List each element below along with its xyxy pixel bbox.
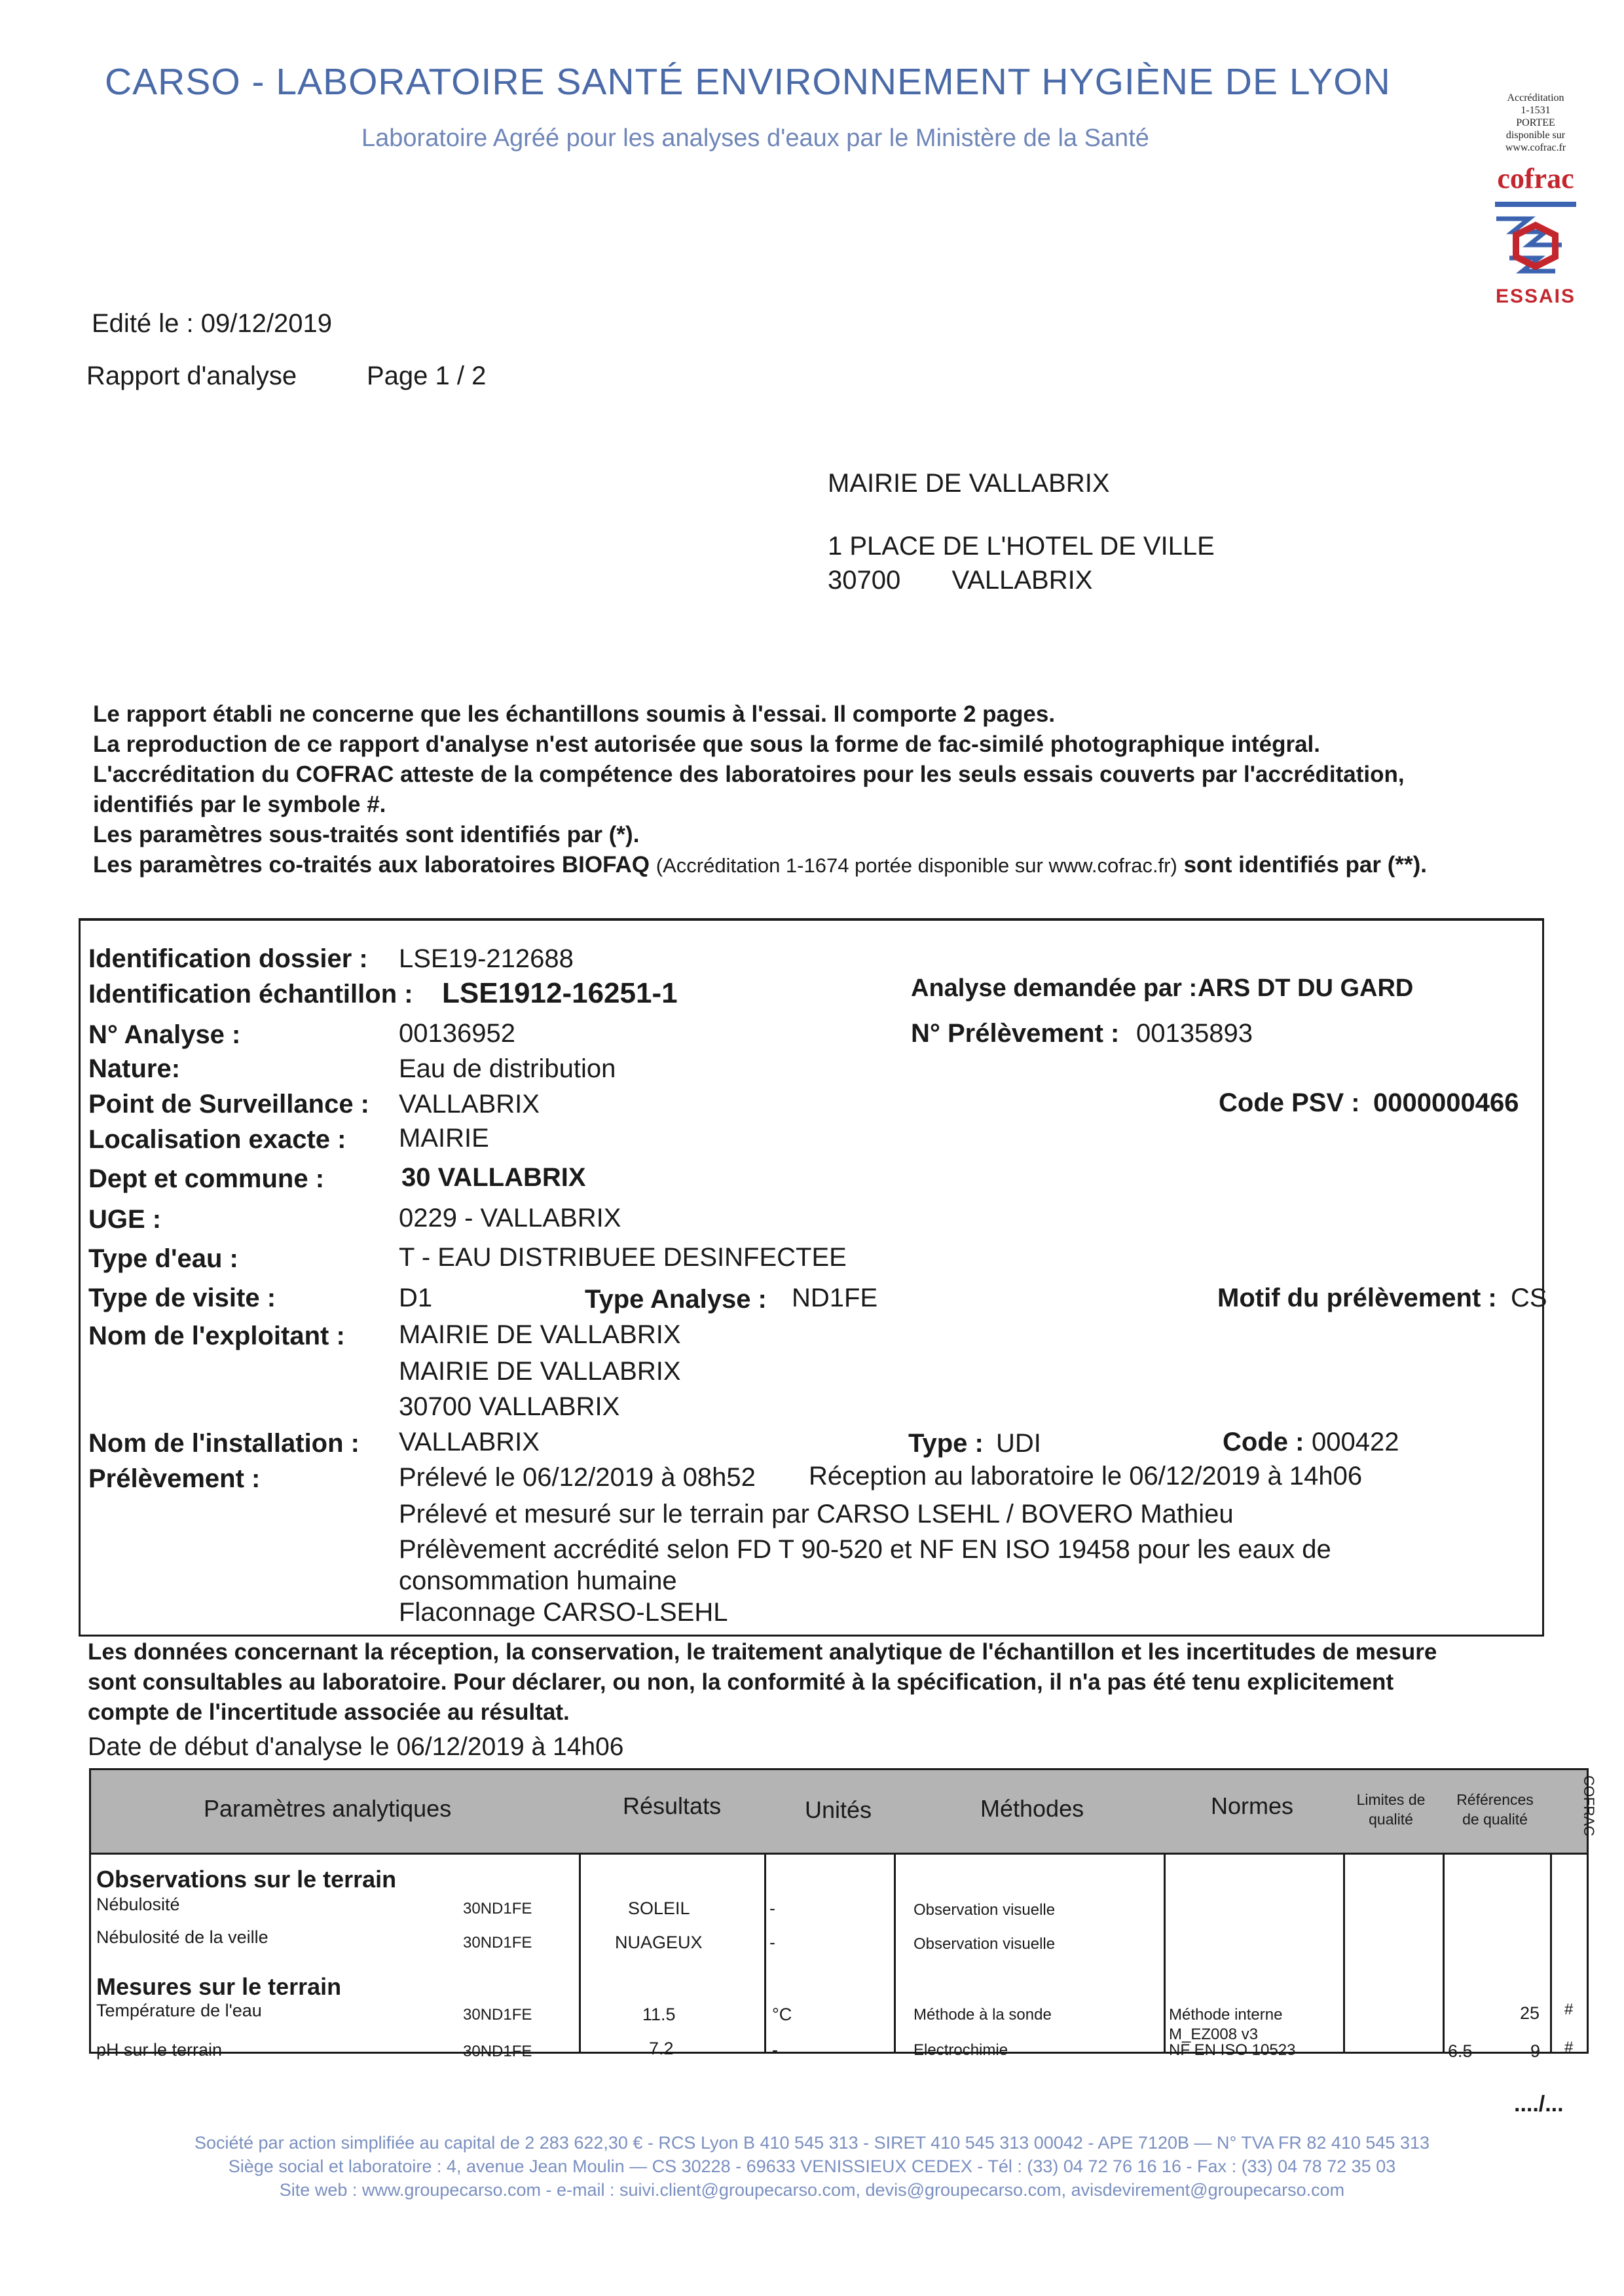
localisation-value: MAIRIE (399, 1124, 489, 1153)
table-header (91, 1770, 1597, 1855)
exploitant-line-1: MAIRIE DE VALLABRIX (399, 1320, 681, 1349)
type-analyse-label: Type Analyse : (585, 1285, 767, 1314)
row-code: 30ND1FE (463, 2043, 532, 2060)
prelevement-operator: Prélevé et mesuré sur le terrain par CARSO LSEHL / BOVERO Mathieu (399, 1500, 1234, 1528)
col-unites: Unités (805, 1796, 872, 1823)
sample-information-box (79, 918, 1547, 1637)
row-result: 7.2 (649, 2039, 674, 2058)
prelevement-no-label: N° Prélèvement : (911, 1019, 1120, 1048)
demande-value: ARS DT DU GARD (1198, 974, 1414, 1002)
recipient-address (828, 466, 1215, 597)
recipient-street: 1 PLACE DE L'HOTEL DE VILLE (828, 532, 1215, 561)
row-result: 11.5 (642, 2005, 676, 2024)
col-methodes: Méthodes (980, 1795, 1084, 1822)
point-surveillance-label: Point de Surveillance : (88, 1090, 370, 1119)
row-code: 30ND1FE (463, 1934, 532, 1952)
group-title-observations: Observations sur le terrain (96, 1866, 397, 1893)
demande-label: Analyse demandée par : (911, 974, 1198, 1002)
row-method: Méthode à la sonde (913, 2006, 1052, 2024)
type-analyse-value: ND1FE (792, 1284, 878, 1312)
results-table (89, 1768, 1597, 2061)
row-param: pH sur le terrain (96, 2040, 223, 2060)
localisation-label: Localisation exacte : (88, 1125, 346, 1154)
lab-subtitle: Laboratoire Agréé pour les analyses d'eaux par le Ministère de la Santé (361, 124, 1149, 152)
row-result: SOLEIL (628, 1898, 690, 1918)
row-limit: 6.5 (1448, 2041, 1473, 2061)
row-method: Observation visuelle (913, 1935, 1056, 1953)
page-number: Page 1 / 2 (367, 361, 487, 390)
analyse-no-label: N° Analyse : (88, 1020, 241, 1049)
motif-label: Motif du prélèvement : (1217, 1284, 1497, 1312)
nature-label: Nature: (88, 1054, 181, 1083)
type-eau-label: Type d'eau : (88, 1244, 238, 1273)
prelevement-no-value: 00135893 (1136, 1019, 1253, 1048)
installation-value: VALLABRIX (399, 1428, 540, 1456)
code-psv-value: 0000000466 (1373, 1088, 1519, 1117)
cofrac-symbol-icon (1490, 199, 1581, 284)
row-ref: 9 (1530, 2041, 1541, 2061)
row-norm-line-2: M_EZ008 v3 (1169, 2026, 1259, 2043)
row-cofrac-mark: # (1564, 2039, 1574, 2056)
continuation-mark: ..../... (1514, 2092, 1564, 2117)
cofrac-accreditation-block (1486, 92, 1585, 308)
col-resultats: Résultats (623, 1792, 722, 1819)
code-value: 000422 (1312, 1428, 1399, 1456)
col-parametres: Paramètres analytiques (204, 1795, 452, 1822)
cofrac-essais-label: ESSAIS (1495, 286, 1576, 307)
row-param: Nébulosité de la veille (96, 1927, 268, 1947)
uge-label: UGE : (88, 1205, 162, 1234)
exploitant-line-3: 30700 VALLABRIX (399, 1392, 620, 1421)
dossier-label: Identification dossier : (88, 944, 368, 973)
nature-value: Eau de distribution (399, 1054, 616, 1083)
installation-label: Nom de l'installation : (88, 1429, 360, 1458)
type-value: UDI (996, 1429, 1041, 1458)
prelevement-accreditation: Prélèvement accrédité selon FD T 90-520 et NF EN ISO 19458 pour les eaux de (399, 1535, 1331, 1564)
point-surveillance-value: VALLABRIX (399, 1090, 540, 1119)
type-eau-value: T - EAU DISTRIBUEE DESINFECTEE (399, 1243, 847, 1272)
row-ref: 25 (1520, 2003, 1540, 2023)
flaconnage: Flaconnage CARSO-LSEHL (399, 1598, 728, 1627)
accreditation-text: Accréditation 1-1531 PORTEE disponible sur www.cofrac.fr (1505, 92, 1566, 153)
group-title-mesures: Mesures sur le terrain (96, 1973, 342, 2000)
row-param: Nébulosité (96, 1895, 180, 1914)
code-psv-label: Code PSV : (1219, 1088, 1360, 1117)
row-result: NUAGEUX (615, 1933, 703, 1952)
recipient-name: MAIRIE DE VALLABRIX (828, 469, 1110, 498)
recipient-city: VALLABRIX (951, 566, 1093, 595)
row-unit: °C (772, 2005, 792, 2024)
type-visite-label: Type de visite : (88, 1284, 276, 1312)
echantillon-value: LSE1912-16251-1 (442, 977, 678, 1009)
row-unit: - (769, 1898, 775, 1918)
type-visite-value: D1 (399, 1284, 433, 1312)
analyse-no-value: 00136952 (399, 1019, 515, 1048)
dept-commune-label: Dept et commune : (88, 1164, 325, 1193)
row-param: Température de l'eau (96, 2001, 262, 2020)
row-method: Observation visuelle (913, 1901, 1056, 1919)
motif-value: CS (1511, 1284, 1547, 1312)
edit-date: Edité le : 09/12/2019 (92, 309, 332, 338)
prelevement-date: Prélevé le 06/12/2019 à 08h52 (399, 1463, 756, 1492)
row-code: 30ND1FE (463, 1900, 532, 1917)
col-references: Références de qualité (1456, 1791, 1534, 1828)
row-unit: - (769, 1933, 775, 1952)
code-label: Code : (1223, 1428, 1304, 1456)
row-norm: NF EN ISO 10523 (1169, 2041, 1296, 2059)
uncertainty-statement: Les données concernant la réception, la conservation, le traitement analytique de l'échantillon et les incertitudes de mesure sont consultables au laboratoire. Pour déclarer, ou non, la conformité à la spécification, il n'a pas été tenu explicitement compte de l'incertitude associée au résultat. (88, 1639, 1437, 1725)
lab-title: CARSO - LABORATOIRE SANTÉ ENVIRONNEMENT HYGIÈNE DE LYON (105, 61, 1391, 103)
row-method: Electrochimie (913, 2041, 1008, 2059)
exploitant-label: Nom de l'exploitant : (88, 1322, 345, 1350)
row-norm: Méthode interne (1169, 2006, 1283, 2024)
company-footer: Société par action simplifiée au capital de 2 283 622,30 € - RCS Lyon B 410 545 313 - SIRET 410 545 313 00042 - APE 7120B — N° TVA FR 82 410 545 313 Siège social et laboratoire : 4, avenue Jean Moulin — CS 30228 - 69633 VENISSIEUX CEDEX - Tél : (33) 04 72 76 16 16 - Fax : (33) 04 78 72 35 03 Site web : www.groupecarso.com - e-mail : suivi.client@groupecarso.com, devis@groupecarso.com, avisdevirement@groupecarso.com (194, 2133, 1430, 2200)
type-label: Type : (908, 1429, 984, 1458)
exploitant-line-2: MAIRIE DE VALLABRIX (399, 1357, 681, 1386)
col-normes: Normes (1211, 1792, 1294, 1819)
echantillon-label: Identification échantillon : (88, 980, 413, 1009)
cofrac-logo: cofrac (1497, 162, 1574, 194)
uge-value: 0229 - VALLABRIX (399, 1204, 621, 1232)
analysis-start-date: Date de début d'analyse le 06/12/2019 à 14h06 (88, 1733, 624, 1761)
dept-commune-value: 30 VALLABRIX (401, 1163, 586, 1192)
row-code: 30ND1FE (463, 2006, 532, 2024)
row-unit: - (772, 2040, 778, 2060)
dossier-value: LSE19-212688 (399, 944, 574, 973)
col-limites: Limites de qualité (1356, 1791, 1426, 1828)
reception-date: Réception au laboratoire le 06/12/2019 à 14h06 (809, 1462, 1363, 1491)
prelevement-label: Prélèvement : (88, 1464, 261, 1493)
report-notes: Le rapport établi ne concerne que les échantillons soumis à l'essai. Il comporte 2 pages. La reproduction de ce rapport d'analyse n'est autorisée que sous la forme de fac-similé photographique intégral. L'accréditation du COFRAC atteste de la compétence des laboratoires pour les seuls essais couverts par l'accréditation, identifiés par le symbole #. Les paramètres sous-traités sont identifiés par (*). Les paramètres co-traités aux laboratoires BIOFAQ (Accréditation 1-1674 portée disponible sur www.cofrac.fr) sont identifiés par (**). (93, 701, 1427, 878)
prelevement-accreditation-cont: consommation humaine (399, 1566, 677, 1595)
recipient-postcode: 30700 (828, 566, 901, 595)
col-cofrac: COFRAC (1581, 1775, 1597, 1836)
report-type-label: Rapport d'analyse (86, 361, 297, 390)
row-cofrac-mark: # (1564, 2001, 1574, 2018)
